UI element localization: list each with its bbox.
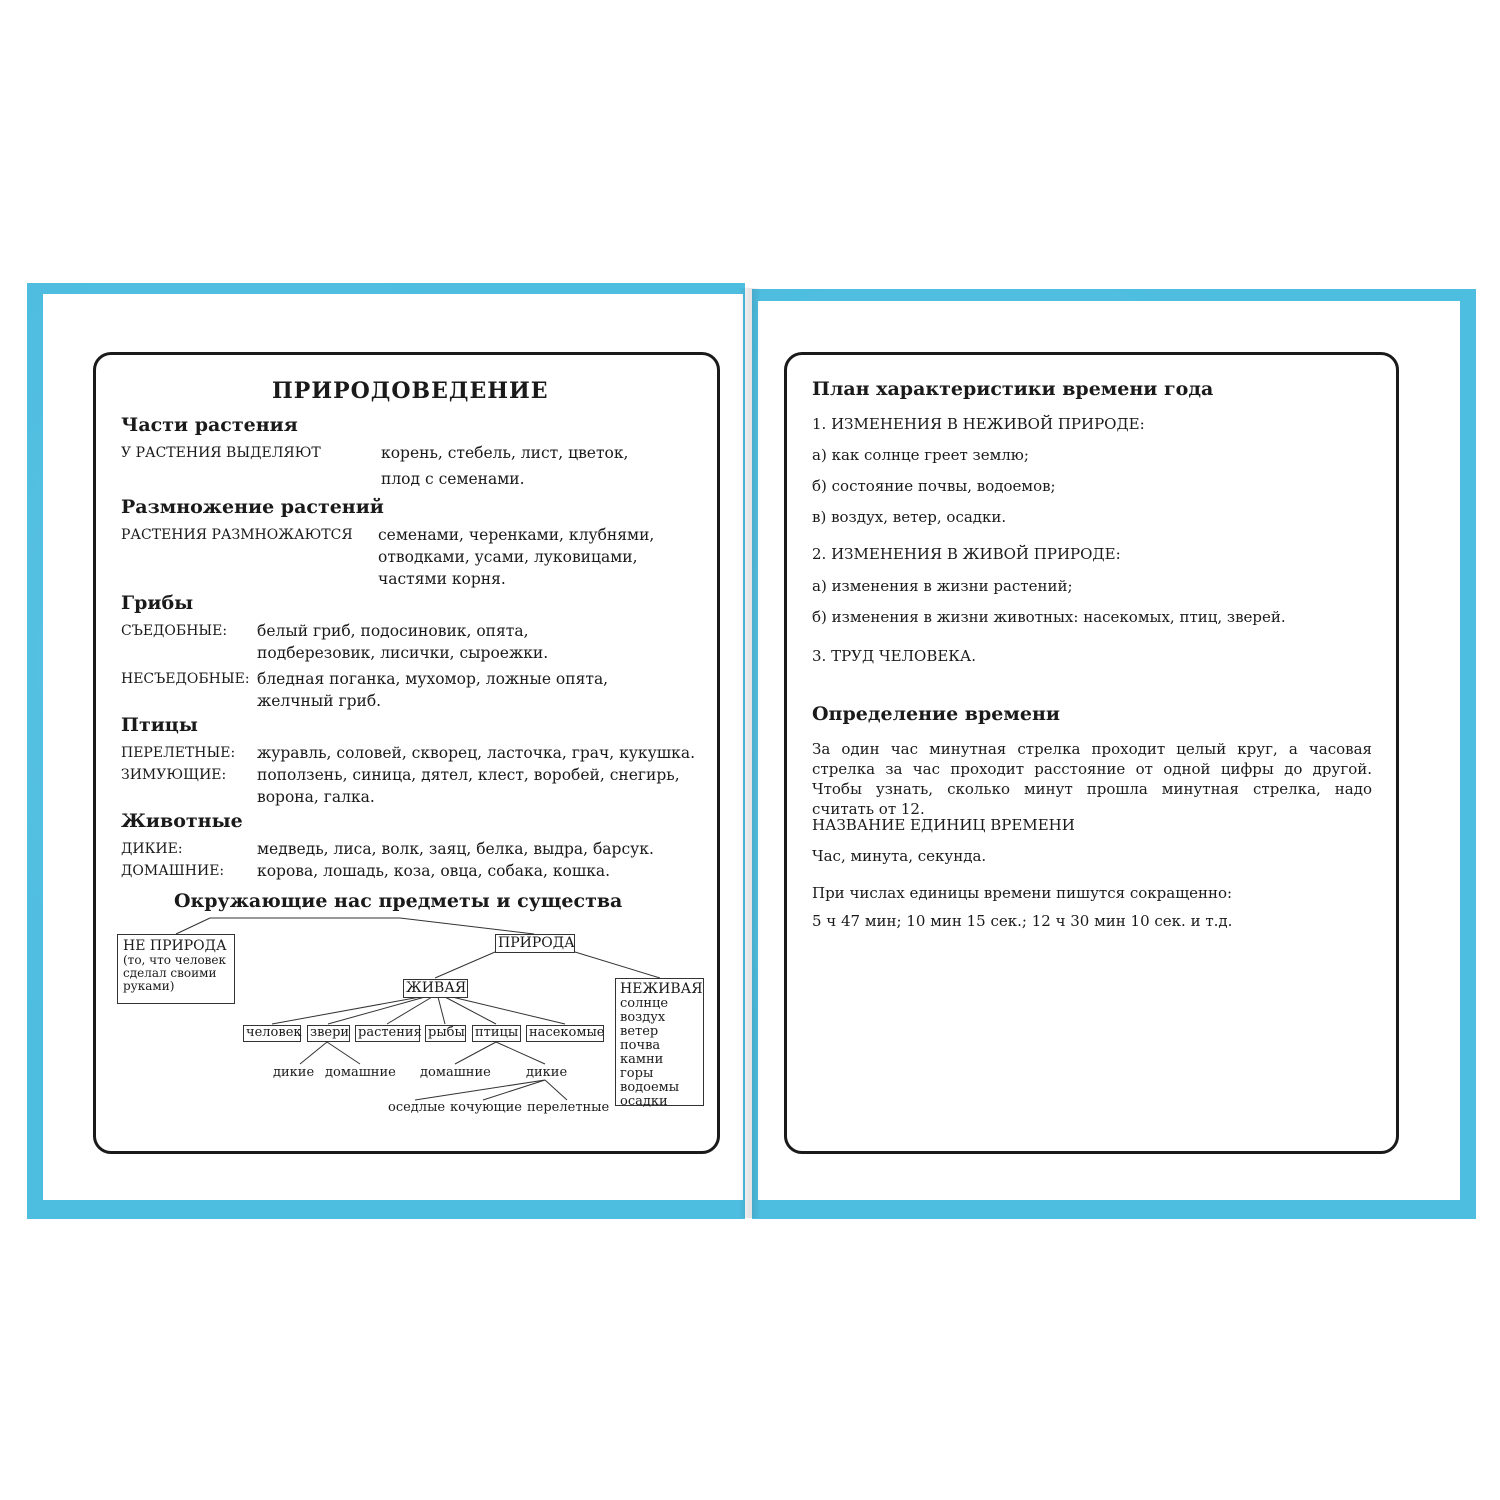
migratory-label: ПЕРЕЛЕТНЫЕ: <box>121 745 236 761</box>
animals-heading: Животные <box>121 810 243 832</box>
living-item-box: рыбы <box>425 1025 466 1042</box>
nonliving-item: ветер <box>620 1024 659 1039</box>
wild-birds-sub-label: оседлые <box>388 1100 446 1115</box>
page-title: ПРИРОДОВЕДЕНИЕ <box>272 378 549 404</box>
nature-box: ПРИРОДА <box>495 934 575 953</box>
living-item-box: птицы <box>472 1025 521 1042</box>
edible-line: подберезовик, лисички, сыроежки. <box>257 644 549 662</box>
reproduction-label: РАСТЕНИЯ РАЗМНОЖАЮТСЯ <box>121 527 353 543</box>
reproduction-line: отводками, усами, луковицами, <box>378 548 638 566</box>
birds-heading: Птицы <box>121 714 198 736</box>
nonliving-item: воздух <box>620 1010 666 1025</box>
nonliving-item: почва <box>620 1038 661 1053</box>
time-paragraph: За один час минутная стрелка проходит целый круг, а часовая стрелка за час проходит расстояние от одной цифры до другой. Чтобы узнать, сколько минут прошла минутная стрелка, надо считать от 12. <box>812 740 1372 818</box>
wild-text: медведь, лиса, волк, заяц, белка, выдра, барсук. <box>257 840 654 858</box>
nonliving-item: камни <box>620 1052 664 1067</box>
plant-parts-heading: Части растения <box>121 414 298 436</box>
birds-sub-label: домашние <box>420 1065 491 1080</box>
plan-subitem: б) изменения в жизни животных: насекомых, птиц, зверей. <box>812 608 1286 626</box>
nonliving-item: горы <box>620 1066 654 1081</box>
diagram-heading: Окружающие нас предметы и существа <box>174 890 623 912</box>
wild-birds-sub-label: кочующие <box>450 1100 522 1115</box>
living-item-box: звери <box>307 1025 350 1042</box>
living-item-box: растения <box>355 1025 420 1042</box>
plan-item-1: 1. ИЗМЕНЕНИЯ В НЕЖИВОЙ ПРИРОДЕ: <box>812 415 1145 433</box>
plan-heading: План характеристики времени года <box>812 378 1214 400</box>
plan-subitem: в) воздух, ветер, осадки. <box>812 508 1007 526</box>
nonliving-title: НЕЖИВАЯ <box>620 981 703 997</box>
birds-sub-label: дикие <box>526 1065 568 1080</box>
domestic-label: ДОМАШНИЕ: <box>121 863 225 879</box>
nonliving-item: осадки <box>620 1094 668 1109</box>
units-label: НАЗВАНИЕ ЕДИНИЦ ВРЕМЕНИ <box>812 816 1075 834</box>
reproduction-heading: Размножение растений <box>121 496 384 518</box>
wintering-line: ворона, галка. <box>257 788 375 806</box>
mushrooms-heading: Грибы <box>121 592 194 614</box>
abbrev-example: 5 ч 47 мин; 10 мин 15 сек.; 12 ч 30 мин 10 сек. и т.д. <box>812 912 1233 930</box>
wintering-label: ЗИМУЮЩИЕ: <box>121 767 227 783</box>
domestic-text: корова, лошадь, коза, овца, собака, кошка. <box>257 862 611 880</box>
plant-parts-line: корень, стебель, лист, цветок, <box>381 444 629 462</box>
wintering-line: поползень, синица, дятел, клест, воробей, снегирь, <box>257 766 680 784</box>
edible-line: белый гриб, подосиновик, опята, <box>257 622 529 640</box>
inedible-label: НЕСЪЕДОБНЫЕ: <box>121 671 250 687</box>
edible-label: СЪЕДОБНЫЕ: <box>121 623 228 639</box>
beasts-sub-label: домашние <box>325 1065 396 1080</box>
beasts-sub-label: дикие <box>273 1065 315 1080</box>
units-text: Час, минута, секунда. <box>812 847 987 865</box>
time-heading: Определение времени <box>812 703 1060 725</box>
plan-item-3: 3. ТРУД ЧЕЛОВЕКА. <box>812 647 977 665</box>
wild-birds-sub-label: перелетные <box>527 1100 610 1115</box>
reproduction-line: семенами, черенками, клубнями, <box>378 526 655 544</box>
reproduction-line: частями корня. <box>378 570 506 588</box>
not-nature-note: (то, что человек сделал своими руками) <box>123 953 227 993</box>
inedible-line: желчный гриб. <box>257 692 382 710</box>
plant-parts-line: плод с семенами. <box>381 470 525 488</box>
nonliving-box <box>615 978 704 1109</box>
not-nature-title: НЕ ПРИРОДА <box>123 938 227 954</box>
wild-label: ДИКИЕ: <box>121 841 183 857</box>
living-box: ЖИВАЯ <box>403 979 468 998</box>
inedible-line: бледная поганка, мухомор, ложные опята, <box>257 670 609 688</box>
plan-subitem: а) изменения в жизни растений; <box>812 577 1073 595</box>
plan-item-2: 2. ИЗМЕНЕНИЯ В ЖИВОЙ ПРИРОДЕ: <box>812 545 1121 563</box>
plant-parts-label: У РАСТЕНИЯ ВЫДЕЛЯЮТ <box>121 445 321 461</box>
abbrev-intro: При числах единицы времени пишутся сокращенно: <box>812 884 1233 902</box>
plan-subitem: а) как солнце греет землю; <box>812 446 1029 464</box>
nonliving-item: солнце <box>620 996 669 1011</box>
living-item-box: насекомые <box>526 1025 604 1042</box>
living-item-box: человек <box>243 1025 301 1042</box>
plan-subitem: б) состояние почвы, водоемов; <box>812 477 1056 495</box>
not-nature-box <box>117 934 235 1004</box>
nonliving-item: водоемы <box>620 1080 680 1095</box>
migratory-text: журавль, соловей, скворец, ласточка, грач, кукушка. <box>257 744 695 762</box>
